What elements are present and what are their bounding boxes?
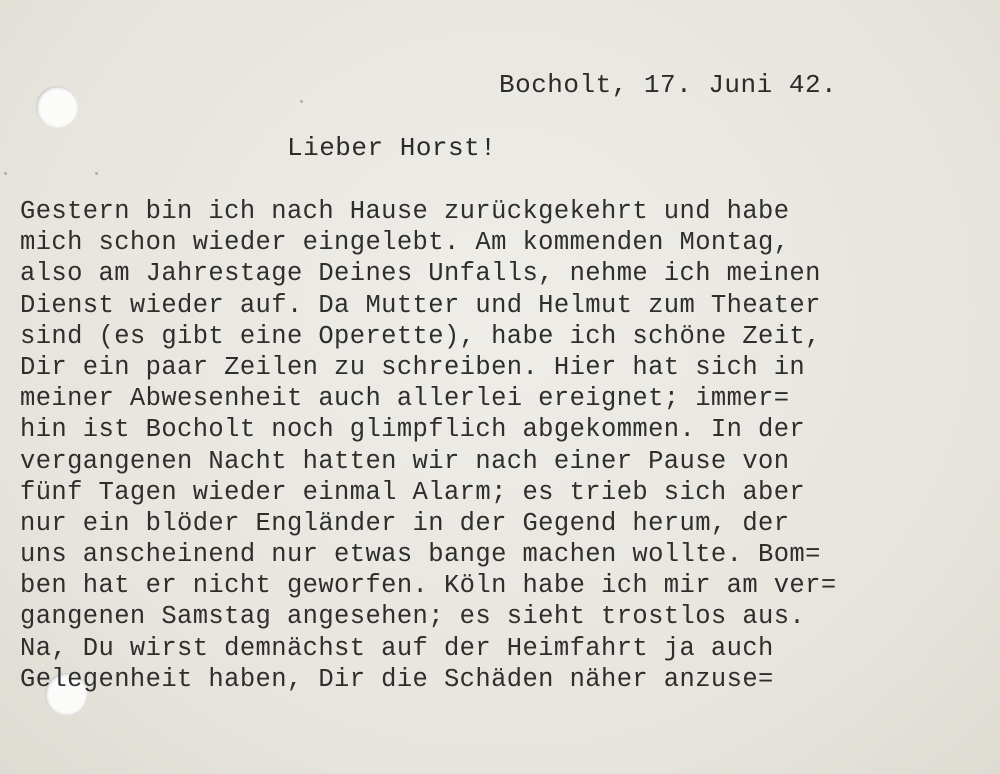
letter-line: Na, Du wirst demnächst auf der Heimfahrt ja auch (20, 633, 774, 663)
paper-speck (95, 172, 98, 175)
letter-line: sind (es gibt eine Operette), habe ich schöne Zeit, (20, 321, 821, 351)
letter-line: gangenen Samstag angesehen; es sieht trostlos aus. (20, 602, 806, 632)
letter-line: mich schon wieder eingelebt. Am kommenden Montag, (20, 228, 790, 258)
letter-line: also am Jahrestage Deines Unfalls, nehme ich meinen (20, 259, 821, 289)
letter-line: vergangenen Nacht hatten wir nach einer Pause von (20, 446, 790, 476)
letter-line: hin ist Bocholt noch glimpflich abgekommen. In der (20, 415, 806, 445)
letter-line: Gelegenheit haben, Dir die Schäden näher anzuse= (20, 664, 774, 694)
letter-line: meiner Abwesenheit auch allerlei ereignet; immer= (20, 384, 790, 414)
letter-line: fünf Tagen wieder einmal Alarm; es trieb sich aber (20, 477, 806, 507)
letter-line: ben hat er nicht geworfen. Köln habe ich mir am ver= (20, 571, 837, 601)
letter-line: nur ein blöder Engländer in der Gegend herum, der (20, 508, 790, 538)
letter-line: uns anscheinend nur etwas bange machen wollte. Bom= (20, 540, 821, 570)
paper-speck (4, 172, 7, 175)
punch-hole (36, 86, 78, 128)
letter-body (20, 196, 1000, 695)
paper-speck (300, 100, 303, 103)
letter-line: Gestern bin ich nach Hause zurückgekehrt und habe (20, 197, 790, 226)
letter-line: Dir ein paar Zeilen zu schreiben. Hier hat sich in (20, 352, 806, 382)
letter-dateline: Bocholt, 17. Juni 42. (499, 70, 838, 100)
letter-salutation: Lieber Horst! (287, 133, 497, 163)
letter-line: Dienst wieder auf. Da Mutter und Helmut zum Theater (20, 290, 821, 320)
